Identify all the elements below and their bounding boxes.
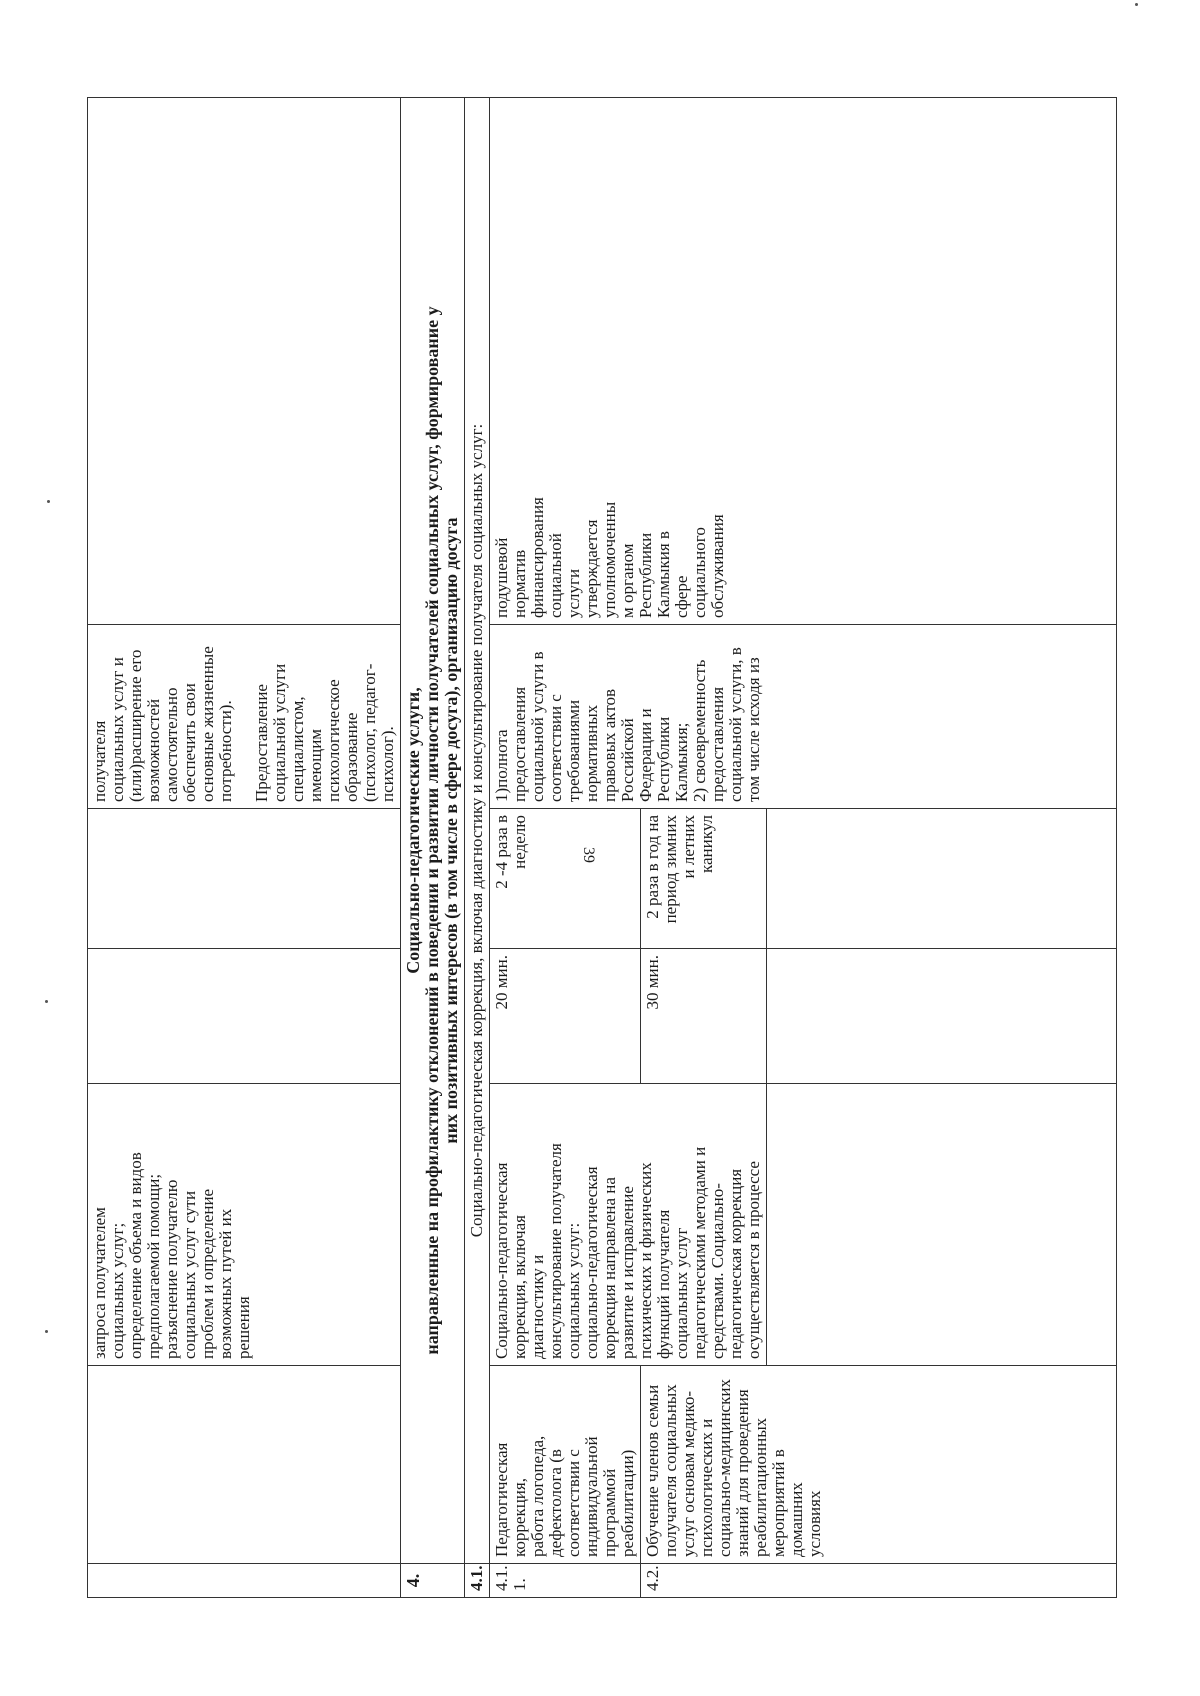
section-title — [401, 98, 465, 1564]
section-header-row — [401, 98, 465, 1598]
subsection-title: Социально-педагогическая коррекция, включая диагностику и консультирование получателя социальных услуг: — [465, 98, 490, 1564]
service-time: 20 мин. — [490, 949, 641, 1084]
service-funding: подушевой норматив финансирования социальной услуги утверждается уполномоченны м органом Республики Калмыкия в сфере социального обслуживания — [490, 98, 1117, 625]
scan-speck — [45, 1330, 48, 1333]
empty-cell — [767, 809, 1117, 949]
table-row — [490, 98, 641, 1598]
section-title-line-3: них позитивных интересов (в том числе в сфере досуга), организацию досуга — [441, 517, 461, 1144]
service-frequency: 2 раза в год на период зимних и летних каникул — [641, 809, 767, 949]
service-frequency: 2 -4 раза в неделю — [490, 809, 641, 949]
empty-cell — [767, 949, 1117, 1084]
service-name: Педагогическая коррекция, работа логопеда, дефектолога (в соответствии с индивидуальной программой реабилитации) — [490, 1366, 641, 1564]
continued-standard-cell: получателя социальных услуг и (или)расширение его возможностей самостоятельно обеспечить свои основные жизненные потребности). Предоставление социальной услуги специалистом, имеющим психологическое образование (психолог, педагог- психолог). — [88, 625, 401, 809]
empty-cell — [88, 1564, 401, 1598]
empty-cell — [767, 1084, 1117, 1366]
service-standard: 1)полнота предоставления социальной услуги в соответствии с требованиями нормативных правовых актов Российской Федерации и Республики Калмыкия; 2) своевременность предоставления социальной услуги, в том числе исходя из — [490, 625, 1117, 809]
empty-cell — [88, 949, 401, 1084]
row-number: 4.2. — [641, 1564, 1117, 1598]
services-table — [87, 97, 1117, 1598]
service-name: Обучение членов семьи получателя социальных услуг основам медико- психологических и социально-медицинских знаний для проведения реабилитационных мероприятий в домашних условиях — [641, 1366, 1117, 1564]
section-title-line-2: направленные на профилактику отклонений в поведении и развитии личности получателей социальных услуг, формирование у — [422, 306, 442, 1355]
service-description: Социально-педагогическая коррекция, включая диагностику и консультирование получателя социальных услуг: социально-педагогическая коррекция направлена на развитие и исправление психических и физических функций получателя социальных услуг педагогическими методами и средствами. Социально- педагогическая коррекция осуществляется в процессе — [490, 1084, 767, 1366]
rotated-page-content — [87, 98, 1117, 1598]
service-time: 30 мин. — [641, 949, 767, 1084]
row-number: 4.1. 1. — [490, 1564, 641, 1598]
empty-cell — [88, 809, 401, 949]
empty-cell — [88, 1366, 401, 1564]
section-number: 4. — [401, 1564, 465, 1598]
section-title-line-1: Социально-педагогические услуги, — [403, 687, 423, 974]
scan-speck — [1135, 3, 1138, 6]
scan-speck — [45, 1000, 48, 1003]
continued-description-cell: запроса получателем социальных услуг; определение объема и видов предполагаемой помощи; разъяснение получателю социальных услуг сути проблем и определение возможных путей их решения — [88, 1084, 401, 1366]
subsection-header-row — [465, 98, 490, 1598]
subsection-number: 4.1. — [465, 1564, 490, 1598]
page-number: 39 — [580, 847, 597, 863]
scan-speck — [47, 500, 50, 503]
continued-row — [88, 98, 401, 1598]
empty-cell — [88, 98, 401, 625]
